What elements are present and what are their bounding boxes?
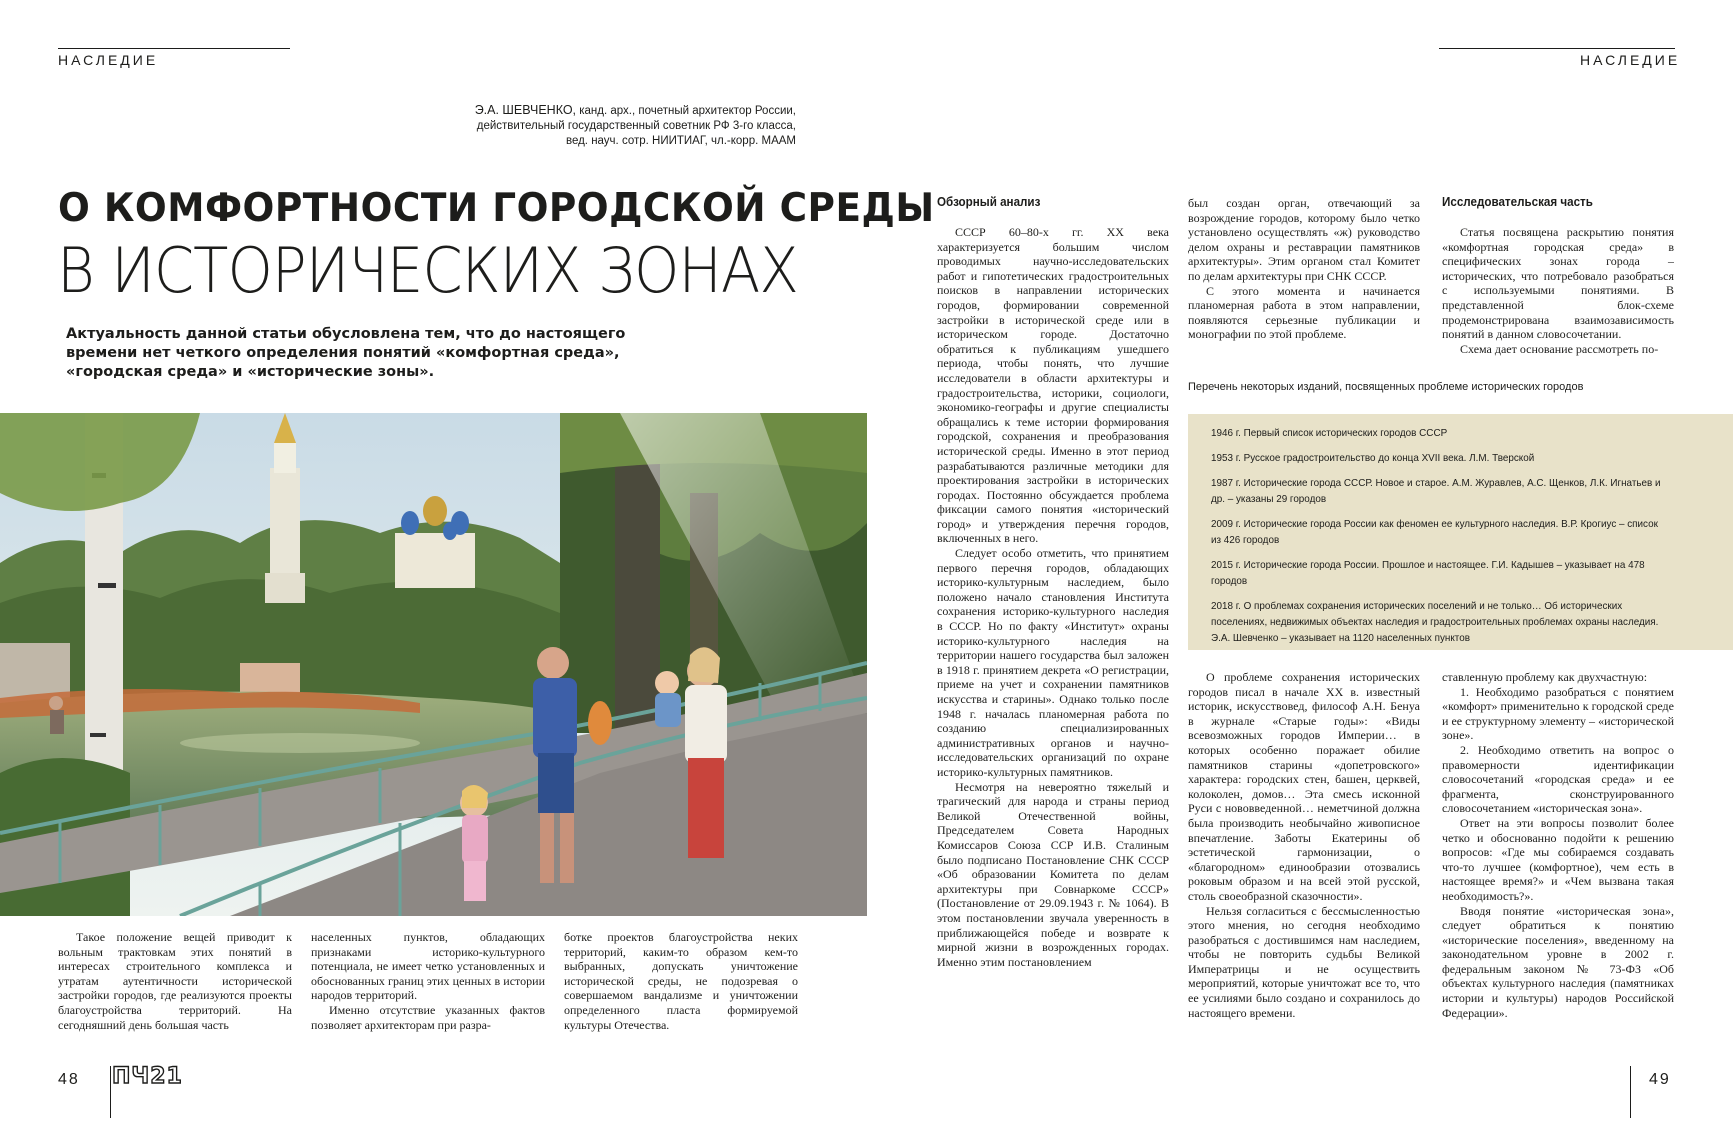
footer-divider-right	[1630, 1066, 1631, 1118]
section-label-left: НАСЛЕДИЕ	[58, 52, 159, 68]
paragraph: Ответ на эти вопросы позволит более четко и обоснованно подойти к решению вопросов: «Где мы собираемся создавать что-то лучшее (комфортное), чем есть в настоящее время?» и «Чем вызвана такая необходимость?».	[1442, 815, 1674, 903]
header-rule-left	[58, 48, 290, 49]
bibliography-box	[1188, 414, 1733, 650]
lead-line-1: Актуальность данной статьи обусловлена тем, что до настоящего	[66, 326, 626, 342]
park-illustration	[0, 413, 867, 916]
left-column-1	[58, 930, 292, 1035]
footer-divider-left	[110, 1066, 111, 1118]
paragraph: ставленную проблему как двухчастную:	[1442, 670, 1648, 684]
right-column-1	[937, 225, 1169, 1037]
lead-line-3: «городская среда» и «исторические зоны».	[66, 364, 435, 380]
paragraph: населенных пунктов, обладающих признаками историко-культурного потенциала, не имеет четко установленных и обоснованных границ этих ценных в истории народов территорий.	[311, 930, 545, 1003]
right-column-3-top	[1442, 225, 1674, 370]
author-credentials-3: вед. науч. сотр. НИИТИАГ, чл.-корр. МААМ	[565, 135, 796, 147]
paragraph: Схема дает основание рассмотреть по-	[1460, 341, 1659, 356]
header-rule-right	[1439, 48, 1675, 49]
left-column-3	[564, 930, 798, 1035]
right-column-2-top	[1188, 196, 1420, 366]
article-title-line1: О КОМФОРТНОСТИ ГОРОДСКОЙ СРЕДЫ	[58, 186, 935, 231]
paragraph: О проблеме сохранения исторических городов писал в начале XX в. известный историк, искусствовед, философ А.Н. Бенуа в журнале «Старые годы»: «Виды всевозможных городов Империи… в которых особенно поражает обилие памятников старины «допетровского» характера: городских стен, башен, церквей, колоколен, домов… Эта смесь исконной Руси с нововведенной… неметчиной должна была производить необычайно живописное впечатление. Заботы Екатерины об эстетической гармонизации, о «благородном» единообразии отозвались роковым образом и на всей этой русской, столь своеобразной сказочности».	[1188, 670, 1420, 903]
author-name: Э.А. ШЕВЧЕНКО,	[474, 103, 577, 117]
right-column-2-bottom	[1188, 670, 1420, 1037]
right-column-3-bottom	[1442, 670, 1674, 1037]
bibliography-caption: Перечень некоторых изданий, посвященных проблеме исторических городов	[1188, 381, 1584, 393]
lead-line-2: времени нет четкого определения понятий «комфортная среда»,	[66, 345, 620, 361]
bibliography-item: 1953 г. Русское градостроительство до конца XVII века. Л.М. Тверской	[1211, 453, 1535, 464]
article-lead	[66, 325, 706, 382]
page-number-right: 49	[1649, 1071, 1671, 1088]
paragraph: ботке проектов благоустройства неких территорий, каким-то образом кем-то выбранных, допускать уничтожение исторической среды, не подозревая о совершаемом вандализме и уничтожении определенного пласта формируемой культуры Отечества.	[564, 930, 798, 1032]
paragraph: был создан орган, отвечающий за возрождение городов, которому было четко установлено осуществлять «ж) руководство делом охраны и реставрации памятников архитектуры». Этим органом стал Комитет по делам архитектуры при СНК СССР.	[1188, 196, 1420, 283]
paragraph: 1. Необходимо разобраться с понятием «комфорт» применительно к городской среде и ее структурному элементу – «исторической зоне».	[1442, 684, 1674, 743]
paragraph: Следует особо отметить, что принятием первого перечня городов, обладающих историко-культурным наследием, было положено начало становления Института сохранения историко-культурного наследия в СССР. Но по факту «Институт» охраны историко-культурного наследия на территории нашего государства был заложен в 1918 г. принятием декрета «О регистрации, приеме на учет и сохранении памятников искусства и старины». Однако только после 1948 г. началась планомерная работа по созданию специализированных административных органов и научно-исследовательских организаций по охране историко-культурных памятников.	[937, 546, 1169, 779]
bibliography-item: 2018 г. О проблемах сохранения исторических поселений и не только… Об исторических поселениях, недвижимых объектах наследия и градостроительных проблемах охраны наследия. Э.А. Шевченко – указывает на 1120 населенных пунктов	[1211, 601, 1659, 644]
paragraph: 2. Необходимо ответить на вопрос о правомерности идентификации словосочетаний «городская среда» и ее фрагмента, сконструированного словосочетанием «историческая зона».	[1442, 742, 1674, 816]
author-credentials-1: канд. арх., почетный архитектор России,	[576, 105, 796, 117]
magazine-logo: ПЧ21	[112, 1064, 183, 1089]
author-block	[380, 103, 796, 149]
bibliography-item: 1946 г. Первый список исторических городов СССР	[1211, 428, 1448, 439]
overview-heading: Обзорный анализ	[937, 195, 1041, 209]
paragraph: Такое положение вещей приводит к вольным трактовкам этих понятий в интересах строительного комплекса и утратам аутентичности исторической застройки городов, где реализуются проекты благоустройства территорий. На сегодняшний день большая часть	[58, 930, 292, 1032]
article-title-line2: В ИСТОРИЧЕСКИХ ЗОНАХ	[57, 234, 798, 307]
paragraph: СССР 60–80-х гг. XX века характеризуется большим числом проводимых научно-исследовательских работ и гипотетических градостроительных поисков в направлении исторических городов, формировании современной застройки в исторической среде или в историческом городе. Достаточно обратиться к публикациям ушедшего периода, чтобы понять, что лучшие исследователи в области архитектуры и градостроительства, историки, социологи, экономико-географы и другие специалисты обращались к теме истории формирования городской, сохранения и преобразования исторической среды. Именно в этот период разрабатываются различные методики для проектирования застройки в исторических городах. Постоянно обсуждается проблема фиксации самого понятия «исторический город» и утверждения перечня городов, включенных в него.	[937, 225, 1169, 546]
page-number-left: 48	[58, 1071, 80, 1088]
article-photo	[0, 413, 867, 916]
paragraph: Нельзя согласиться с бессмысленностью этого мнения, но сегодня необходимо разобраться с достившимся нам наследием, чтобы не повторить судьбы Великой Императрицы и не осуществить мероприятий, которые уничтожат все то, что ее усилиями было создано и сохранилось до настоящего времени.	[1188, 903, 1420, 1020]
paragraph: С этого момента и начинается планомерная работа в этом направлении, появляются серьезные публикации и монографии по этой проблеме.	[1188, 283, 1420, 342]
bibliography-item: 2015 г. Исторические города России. Прошлое и настоящее. Г.И. Кадышев – указывает на 478 городов	[1211, 560, 1645, 587]
paragraph: Статья посвящена раскрытию понятия «комфортная городская среда» в специфических зонах города – исторических, что потребовало разобраться с используемыми понятиями. В представленной блок-схеме продемонстрирована взаимозависимость понятий в данном словосочетании.	[1442, 225, 1674, 342]
author-credentials-2: действительный государственный советник РФ 3-го класса,	[476, 120, 796, 132]
bibliography-item: 2009 г. Исторические города России как феномен ее культурного наследия. В.Р. Крогиус – список из 426 городов	[1211, 519, 1658, 546]
paragraph: Несмотря на невероятно тяжелый и трагический для народа и страны период Великой Отечественной войны, Председателем Совета Народных Комиссаров Союза ССР И.В. Сталиным было подписано Постановление СНК СССР «Об образовании Комитета по делам архитектуры при Совнаркоме СССР» (Постановление от 29.09.1943 г. № 1064). В этом постановлении звучала уверенность в приближающейся победе и возврате к мирной жизни в возрожденных городах. Именно этим постановлением	[937, 779, 1169, 969]
research-heading: Исследовательская часть	[1442, 195, 1593, 209]
section-label-right: НАСЛЕДИЕ	[1580, 52, 1681, 68]
bibliography-item: 1987 г. Исторические города СССР. Новое и старое. А.М. Журавлев, А.С. Щенков, Л.К. Игнатьев и др. – указаны 29 городов	[1211, 478, 1661, 505]
paragraph: Вводя понятие «историческая зона», следует обратиться к понятию «исторические поселения», введенному на законодательном уровне в 2002 г. федеральным законом № 73-ФЗ «Об объектах культурного наследия (памятниках истории и культуры) народов Российской Федерации».	[1442, 903, 1674, 1020]
paragraph: Именно отсутствие указанных фактов позволяет архитекторам при разра-	[311, 1002, 545, 1032]
left-column-2	[311, 930, 545, 1035]
